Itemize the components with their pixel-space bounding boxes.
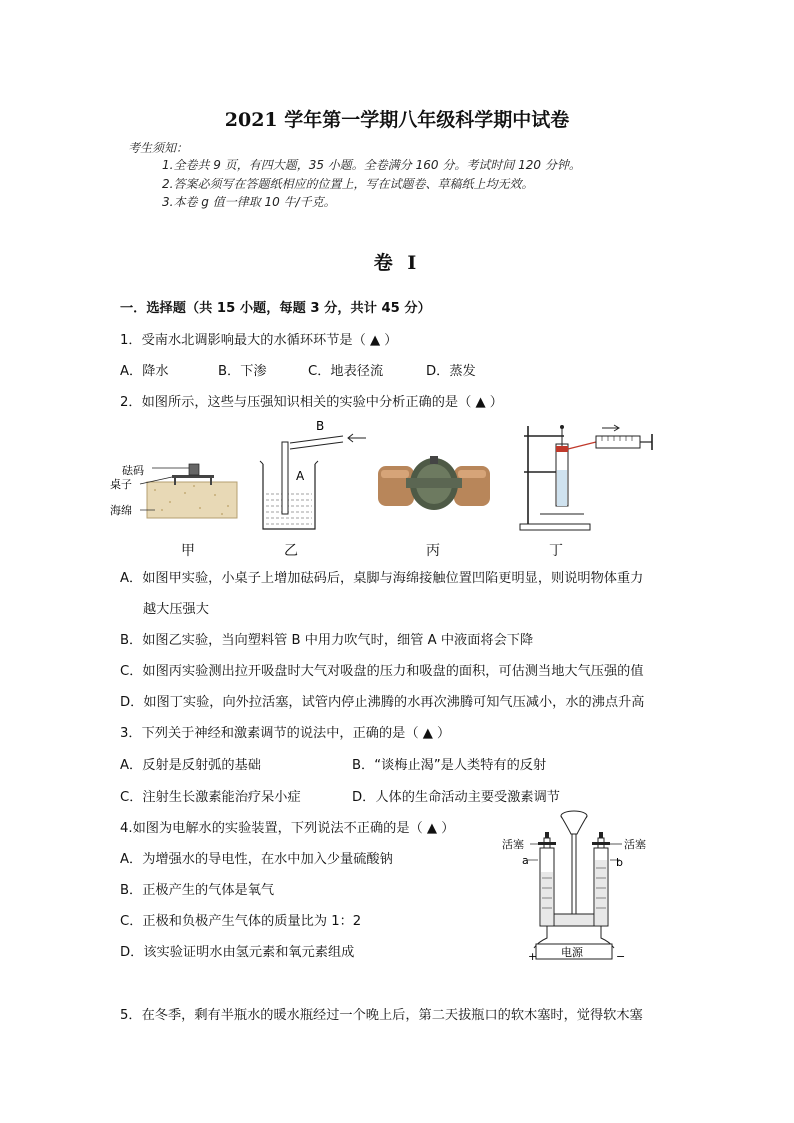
exam-title: 2021 学年第一学期八年级科学期中试卷 (224, 109, 570, 131)
figure-label-bing: 丙 (426, 543, 440, 559)
label-plus: + (528, 950, 538, 963)
figure-ding-syringe-setup (518, 420, 658, 534)
label-left-valve: 活塞 (502, 838, 524, 851)
q4-option-a: A．为增强水的导电性，在水中加入少量硫酸钠 (120, 852, 393, 867)
q1-stem: 1．受南水北调影响最大的水循环环节是（ ▲ ） (120, 333, 398, 348)
q4-stem: 4.如图为电解水的实验装置，下列说法不正确的是（ ▲ ） (120, 821, 455, 836)
notice-item-3: 3.本卷 g 值一律取 10 牛/千克。 (162, 195, 336, 209)
q2-option-c: C．如图丙实验测出拉开吸盘时大气对吸盘的压力和吸盘的面积，可估测当地大气压强的值 (120, 664, 644, 679)
notice-item-2: 2.答案必须写在答题纸相应的位置上，写在试题卷、草稿纸上均无效。 (162, 177, 534, 191)
notice-item-1: 1.全卷共 9 页，有四大题，35 小题。全卷满分 160 分。考试时间 120 分钟。 (162, 158, 581, 172)
notice-heading: 考生须知： (128, 141, 189, 155)
q2-stem: 2．如图所示，这些与压强知识相关的实验中分析正确的是（ ▲ ） (120, 395, 503, 410)
label-tube-a: a (522, 854, 529, 867)
q3-option-a: A．反射是反射弧的基础 (120, 758, 261, 773)
q2-option-a: A．如图甲实验，小桌子上增加砝码后，桌脚与海绵接触位置凹陷更明显，则说明物体重力 (120, 571, 644, 586)
figure-jia-table-sponge (110, 420, 245, 530)
label-tube-b: b (616, 856, 623, 869)
q1-option-d: D．蒸发 (426, 364, 476, 379)
q2-option-d: D．如图丁实验，向外拉活塞，试管内停止沸腾的水再次沸腾可知气压减小，水的沸点升高 (120, 695, 645, 710)
figure-label-ding: 丁 (549, 543, 563, 559)
figure-label-yi: 乙 (284, 543, 298, 559)
q5-stem: 5．在冬季，剩有半瓶水的暖水瓶经过一个晚上后，第二天拔瓶口的软木塞时，觉得软木塞 (120, 1008, 643, 1023)
q1-option-c: C．地表径流 (308, 364, 384, 379)
q3-option-d: D．人体的生命活动主要受激素调节 (352, 790, 560, 805)
q2-option-a-cont: 越大压强大 (143, 602, 209, 617)
q4-option-d: D．该实验证明水由氢元素和氧元素组成 (120, 945, 355, 960)
label-power-source: 电源 (561, 946, 583, 959)
figure-electrolysis-apparatus (498, 808, 668, 964)
q3-stem: 3．下列关于神经和激素调节的说法中，正确的是（ ▲ ） (120, 726, 451, 741)
q1-option-a: A．降水 (120, 364, 169, 379)
section-title: 卷 Ⅰ (373, 252, 421, 274)
q3-option-b: B．“谈梅止渴”是人类特有的反射 (352, 758, 547, 773)
q1-option-b: B．下渗 (218, 364, 267, 379)
q2-option-b: B．如图乙实验，当向塑料管 B 中用力吹气时，细管 A 中液面将会下降 (120, 633, 534, 648)
label-minus: − (616, 950, 626, 963)
label-tube-b: B (316, 419, 325, 433)
figure-yi-beaker (258, 418, 370, 536)
label-tube-a: A (296, 469, 305, 483)
q3-option-c: C．注射生长激素能治疗呆小症 (120, 790, 301, 805)
label-table: 桌子 (110, 478, 132, 491)
q4-option-c: C．正极和负极产生气体的质量比为 1：2 (120, 914, 362, 929)
label-right-valve: 活塞 (624, 838, 646, 851)
q4-option-b: B．正极产生的气体是氧气 (120, 883, 275, 898)
label-weight: 砝码 (122, 464, 144, 477)
figure-label-jia: 甲 (181, 543, 195, 559)
figure-bing-suction-cups (378, 452, 490, 514)
label-sponge: 海绵 (110, 504, 132, 517)
part-heading: 一．选择题（共 15 小题，每题 3 分，共计 45 分） (120, 301, 431, 316)
